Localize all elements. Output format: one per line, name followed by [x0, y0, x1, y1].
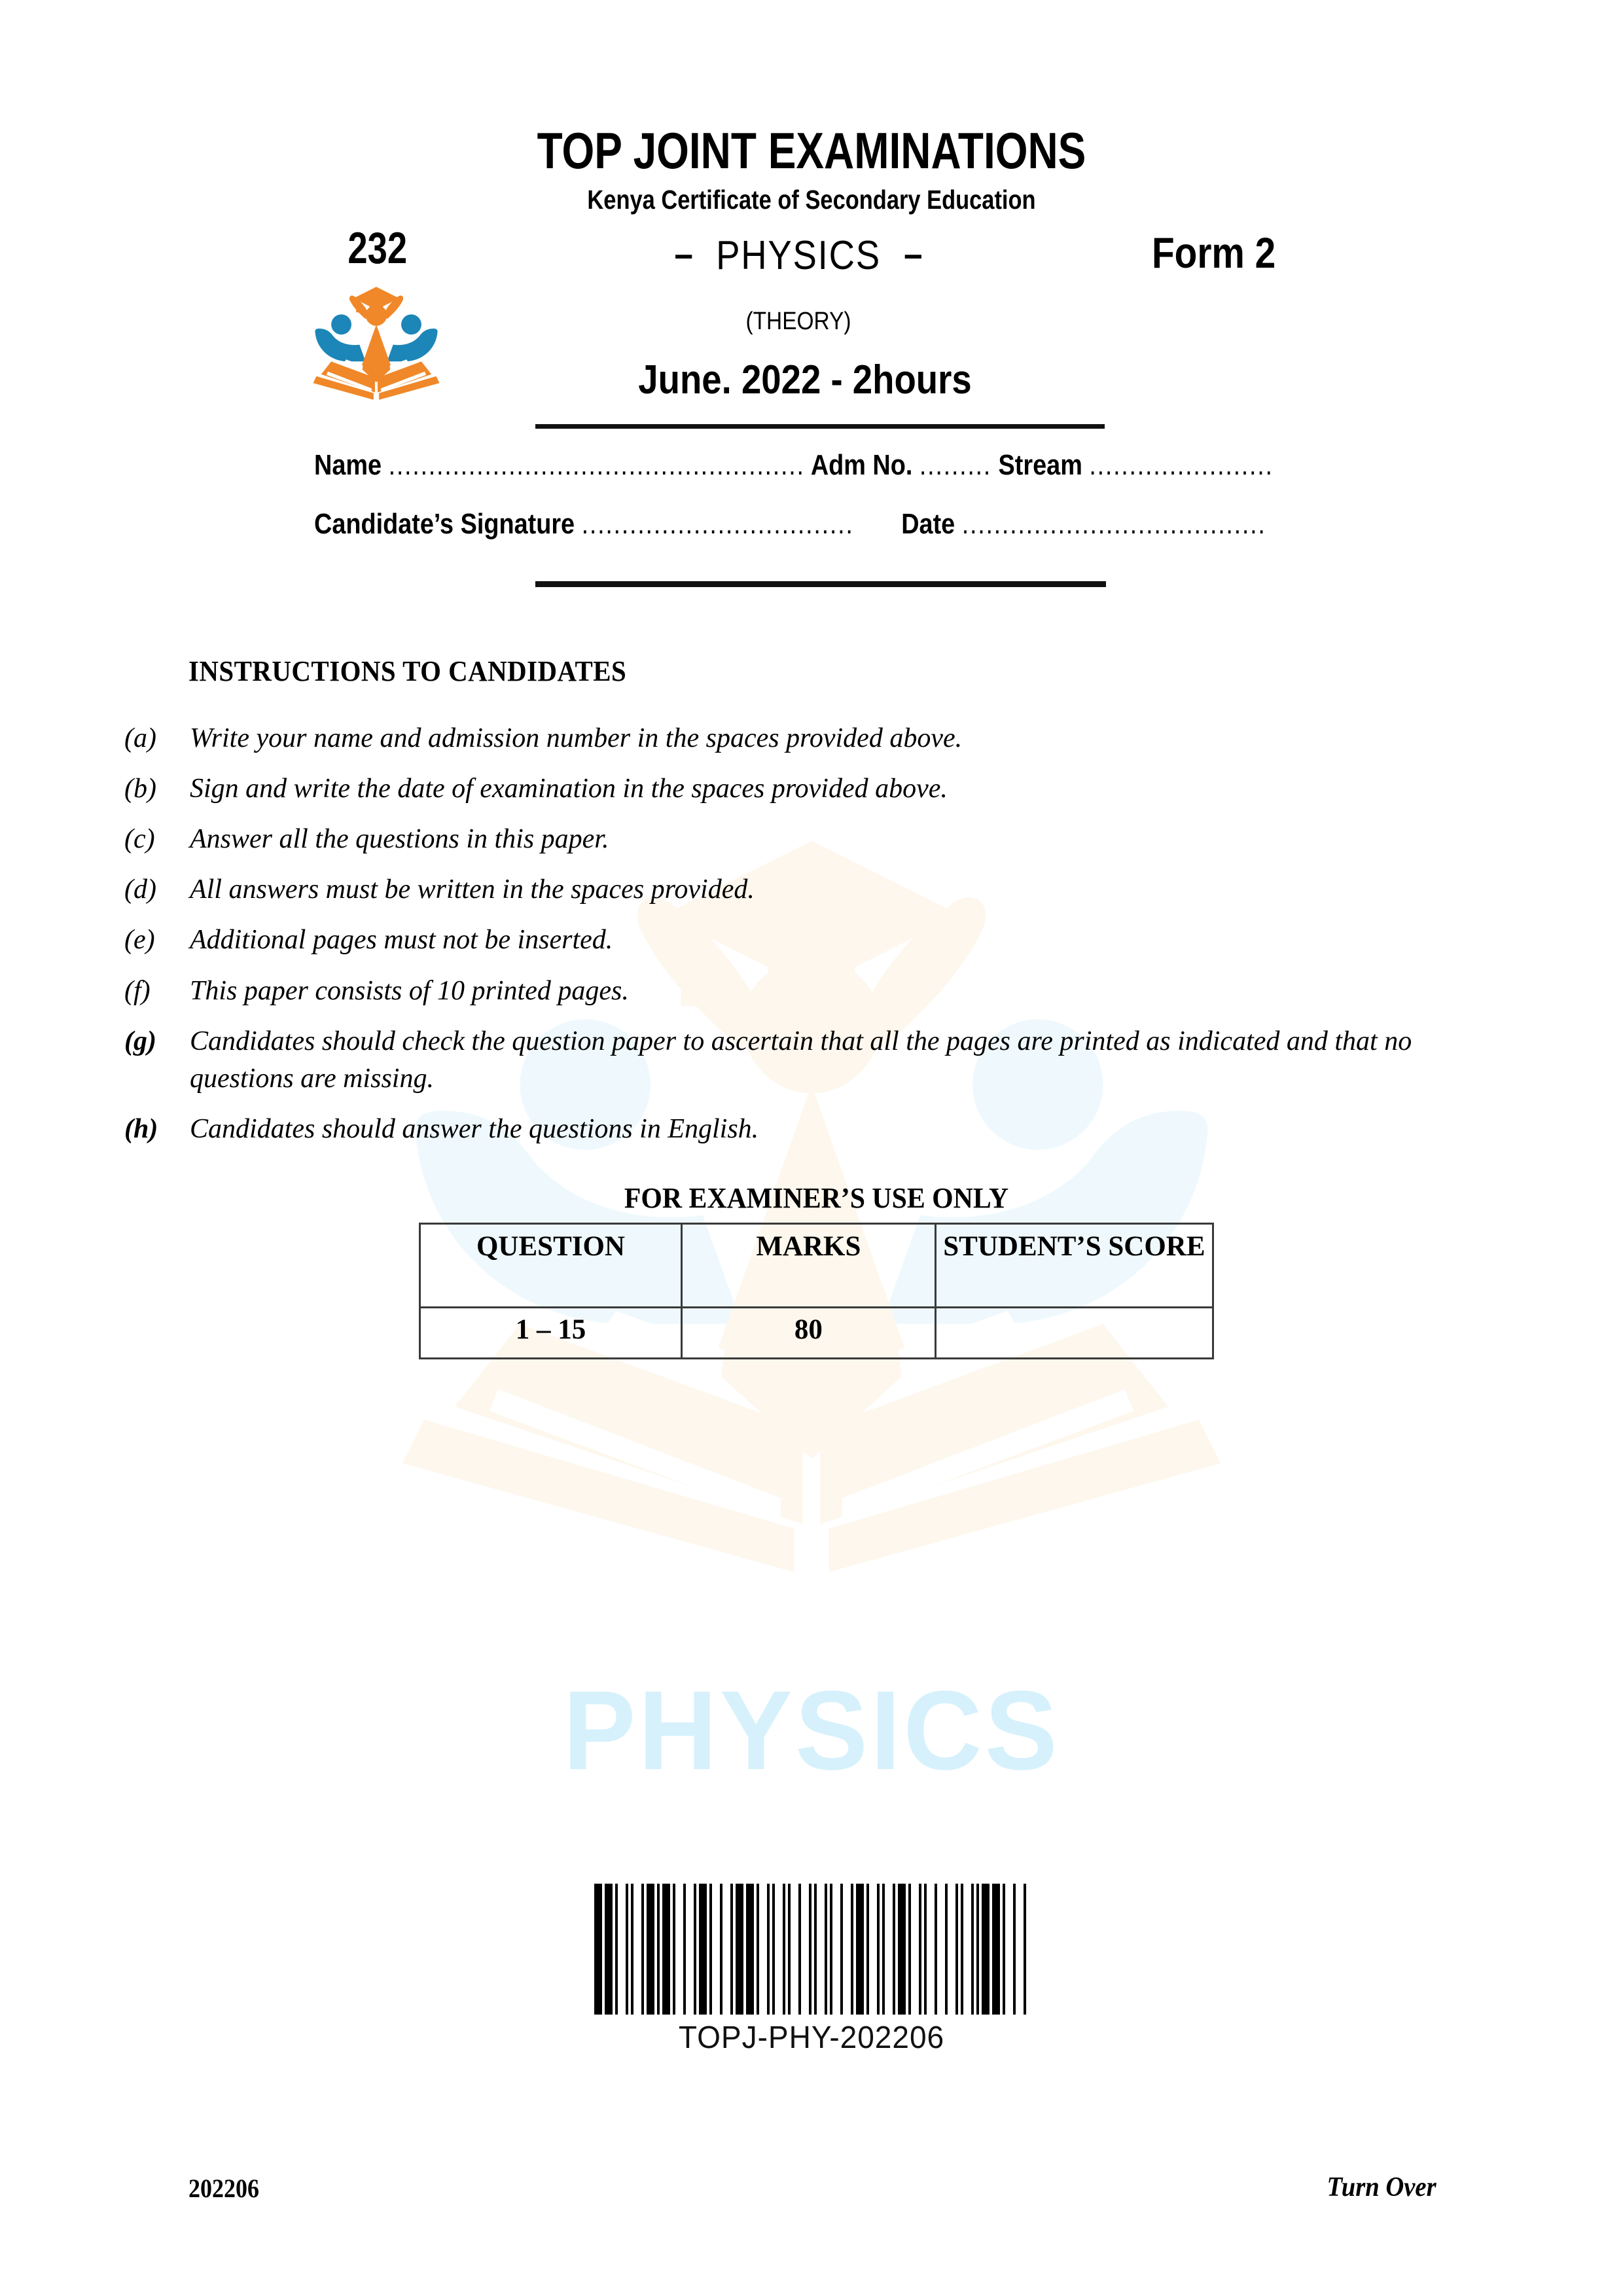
column-header-marks: MARKS — [681, 1224, 935, 1308]
instruction-label: (g) — [124, 1026, 156, 1056]
divider-below-signature — [535, 581, 1106, 587]
instruction-item — [124, 922, 1466, 959]
signature-label: Candidate’s Signature — [314, 508, 575, 540]
table-row — [420, 1308, 1213, 1359]
instructions-heading: INSTRUCTIONS TO CANDIDATES — [188, 655, 627, 687]
signature-input[interactable]: .................................. — [581, 508, 854, 540]
instruction-item — [124, 720, 1466, 757]
adm-label: Adm No. — [810, 449, 913, 481]
instruction-label: (d) — [124, 874, 156, 905]
divider-above-name — [535, 424, 1105, 429]
adm-input[interactable]: ......... — [919, 449, 992, 481]
column-header-question: QUESTION — [420, 1224, 682, 1308]
date-input[interactable]: ...................................... — [961, 508, 1266, 540]
examiner-table-caption: FOR EXAMINER’S USE ONLY — [624, 1182, 1009, 1214]
instruction-item — [124, 1111, 1466, 1148]
name-label: Name — [314, 449, 382, 481]
signature-field-row — [314, 508, 1266, 541]
stream-input[interactable]: ....................... — [1089, 449, 1274, 481]
cell-question-range: 1 – 15 — [420, 1308, 682, 1359]
subject-row — [597, 232, 1000, 279]
certificate-subtitle: Kenya Certificate of Secondary Education — [587, 185, 1036, 215]
instruction-label: (b) — [124, 774, 156, 804]
subject-name: PHYSICS — [716, 233, 881, 278]
instruction-item — [124, 770, 1466, 808]
instruction-text: Answer all the questions in this paper. — [190, 824, 609, 855]
paper-code: 232 — [348, 223, 408, 273]
footer-paper-id: 202206 — [188, 2174, 259, 2203]
barcode-block — [0, 1875, 1623, 2056]
column-header-students-score: STUDENT’S SCORE — [935, 1224, 1213, 1308]
exam-session: June. 2022 - 2hours — [638, 357, 972, 403]
instruction-text: This paper consists of 10 printed pages. — [190, 975, 629, 1006]
instruction-item — [124, 871, 1466, 908]
paper-type: (THEORY) — [745, 308, 851, 335]
instruction-item — [124, 973, 1466, 1010]
name-field-row — [314, 449, 1274, 482]
instruction-label: (h) — [124, 1113, 158, 1144]
cell-total-marks: 80 — [681, 1308, 935, 1359]
page-title: TOP JOINT EXAMINATIONS — [537, 122, 1086, 179]
form-level: Form 2 — [1152, 228, 1276, 277]
instruction-label: (c) — [124, 824, 155, 855]
instruction-text: Candidates should answer the questions in English. — [190, 1113, 759, 1144]
table-header-row — [420, 1224, 1213, 1308]
instruction-text: Write your name and admission number in the spaces provided above. — [190, 723, 963, 753]
instruction-label: (a) — [124, 723, 156, 753]
instruction-item — [124, 1023, 1466, 1098]
cell-student-score[interactable] — [935, 1308, 1213, 1359]
stream-label: Stream — [998, 449, 1082, 481]
date-label: Date — [901, 508, 955, 540]
barcode-image — [594, 1884, 1029, 2015]
school-logo — [308, 281, 445, 403]
barcode-label: TOPJ-PHY-202206 — [678, 2020, 945, 2055]
dash-left-icon: – — [674, 233, 693, 276]
physics-watermark-text: PHYSICS — [563, 1668, 1060, 1793]
instruction-label: (f) — [124, 975, 151, 1006]
instructions-list — [124, 720, 1466, 1161]
instruction-item — [124, 821, 1466, 858]
examiner-score-table — [419, 1223, 1214, 1359]
name-input[interactable]: .................................................... — [388, 449, 805, 481]
instruction-label: (e) — [124, 925, 155, 956]
dash-right-icon: – — [904, 233, 923, 276]
instruction-text: Candidates should check the question paper to ascertain that all the pages are printed as indicated and that no questions are missing. — [190, 1026, 1412, 1094]
instruction-text: All answers must be written in the spaces provided. — [190, 874, 755, 905]
footer-turn-over: Turn Over — [1327, 2172, 1436, 2202]
instruction-text: Sign and write the date of examination in the spaces provided above. — [190, 774, 948, 804]
instruction-text: Additional pages must not be inserted. — [190, 925, 613, 956]
